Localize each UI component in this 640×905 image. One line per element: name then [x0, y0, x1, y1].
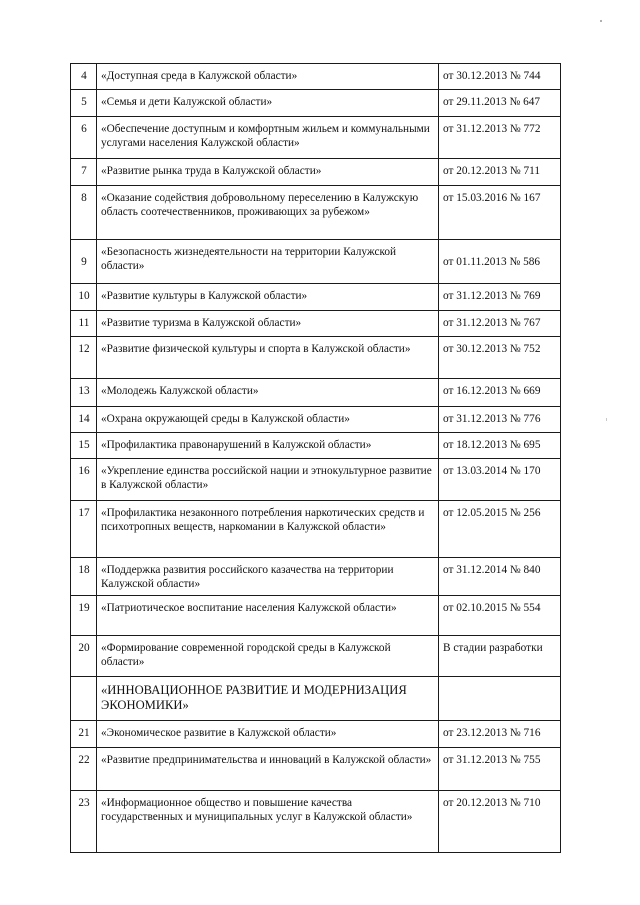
- program-name: «Развитие культуры в Калужской области»: [97, 284, 439, 311]
- table-row: [71, 501, 561, 558]
- program-name: «Развитие рынка труда в Калужской области»: [97, 159, 439, 186]
- row-number: 17: [71, 501, 97, 558]
- row-number: 4: [71, 64, 97, 90]
- resolution-ref: от 12.05.2015 № 256: [439, 501, 561, 558]
- table-row: [71, 721, 561, 748]
- table-row: [71, 64, 561, 90]
- program-name: «Информационное общество и повышение качества государственных и муниципальных услуг в Калужской области»: [97, 791, 439, 853]
- row-number: 18: [71, 558, 97, 596]
- row-number: 16: [71, 459, 97, 501]
- resolution-ref: от 29.11.2013 № 647: [439, 90, 561, 117]
- table-row: [71, 117, 561, 159]
- resolution-ref: от 16.12.2013 № 669: [439, 379, 561, 407]
- row-number: 5: [71, 90, 97, 117]
- table-row: [71, 159, 561, 186]
- row-number: 11: [71, 311, 97, 337]
- row-number: 8: [71, 186, 97, 240]
- program-name: «Обеспечение доступным и комфортным жильем и коммунальными услугами населения Калужской области»: [97, 117, 439, 159]
- program-name: «Молодежь Калужской области»: [97, 379, 439, 407]
- resolution-ref: от 02.10.2015 № 554: [439, 596, 561, 636]
- row-number: 23: [71, 791, 97, 853]
- table-row: [71, 90, 561, 117]
- program-name: «Поддержка развития российского казачества на территории Калужской области»: [97, 558, 439, 596]
- program-name: «Оказание содействия добровольному переселению в Калужскую область соотечественников, проживающих за рубежом»: [97, 186, 439, 240]
- table-row: [71, 186, 561, 240]
- row-number: 20: [71, 636, 97, 677]
- program-name: «Доступная среда в Калужской области»: [97, 64, 439, 90]
- resolution-ref: от 15.03.2016 № 167: [439, 186, 561, 240]
- scan-artifact: [600, 20, 602, 22]
- row-number: 14: [71, 407, 97, 433]
- program-name: «Безопасность жизнедеятельности на территории Калужской области»: [97, 240, 439, 284]
- table-row: [71, 636, 561, 677]
- table-row: [71, 596, 561, 636]
- table-row: [71, 240, 561, 284]
- resolution-ref: от 31.12.2013 № 755: [439, 748, 561, 791]
- table-row: [71, 337, 561, 379]
- row-number-empty: [71, 677, 97, 721]
- table-row: [71, 433, 561, 459]
- resolution-ref: от 20.12.2013 № 710: [439, 791, 561, 853]
- document-page: [70, 63, 560, 853]
- table-row: [71, 379, 561, 407]
- table-row: [71, 407, 561, 433]
- resolution-ref: В стадии разработки: [439, 636, 561, 677]
- resolution-ref: от 18.12.2013 № 695: [439, 433, 561, 459]
- resolution-ref: от 01.11.2013 № 586: [439, 240, 561, 284]
- program-name: «Профилактика незаконного потребления наркотических средств и психотропных веществ, наркомании в Калужской области»: [97, 501, 439, 558]
- program-name: «Формирование современной городской среды в Калужской области»: [97, 636, 439, 677]
- row-number: 7: [71, 159, 97, 186]
- resolution-ref: от 30.12.2013 № 744: [439, 64, 561, 90]
- resolution-ref: от 31.12.2013 № 776: [439, 407, 561, 433]
- resolution-ref: от 20.12.2013 № 711: [439, 159, 561, 186]
- program-name: «Развитие предпринимательства и инноваций в Калужской области»: [97, 748, 439, 791]
- resolution-ref: от 31.12.2013 № 769: [439, 284, 561, 311]
- program-name: «Укрепление единства российской нации и этнокультурное развитие в Калужской области»: [97, 459, 439, 501]
- program-name: «Семья и дети Калужской области»: [97, 90, 439, 117]
- row-number: 22: [71, 748, 97, 791]
- table-row: [71, 284, 561, 311]
- table-row: [71, 311, 561, 337]
- program-name: «Экономическое развитие в Калужской области»: [97, 721, 439, 748]
- row-number: 13: [71, 379, 97, 407]
- resolution-ref: от 31.12.2013 № 767: [439, 311, 561, 337]
- program-name: «Развитие туризма в Калужской области»: [97, 311, 439, 337]
- table-row: [71, 558, 561, 596]
- row-number: 10: [71, 284, 97, 311]
- resolution-ref: от 23.12.2013 № 716: [439, 721, 561, 748]
- scan-artifact: [606, 418, 607, 421]
- resolution-ref: от 13.03.2014 № 170: [439, 459, 561, 501]
- resolution-ref: от 31.12.2014 № 840: [439, 558, 561, 596]
- table-row: [71, 748, 561, 791]
- resolution-ref: от 31.12.2013 № 772: [439, 117, 561, 159]
- table-row: [71, 459, 561, 501]
- section-title: «ИННОВАЦИОННОЕ РАЗВИТИЕ И МОДЕРНИЗАЦИЯ ЭКОНОМИКИ»: [97, 677, 439, 721]
- resolution-ref: от 30.12.2013 № 752: [439, 337, 561, 379]
- row-number: 9: [71, 240, 97, 284]
- resolution-ref-empty: [439, 677, 561, 721]
- row-number: 21: [71, 721, 97, 748]
- program-name: «Развитие физической культуры и спорта в Калужской области»: [97, 337, 439, 379]
- program-name: «Патриотическое воспитание населения Калужской области»: [97, 596, 439, 636]
- section-header-row: [71, 677, 561, 721]
- program-name: «Профилактика правонарушений в Калужской области»: [97, 433, 439, 459]
- row-number: 12: [71, 337, 97, 379]
- row-number: 6: [71, 117, 97, 159]
- program-name: «Охрана окружающей среды в Калужской области»: [97, 407, 439, 433]
- row-number: 19: [71, 596, 97, 636]
- row-number: 15: [71, 433, 97, 459]
- programs-table: [70, 63, 561, 853]
- table-row: [71, 791, 561, 853]
